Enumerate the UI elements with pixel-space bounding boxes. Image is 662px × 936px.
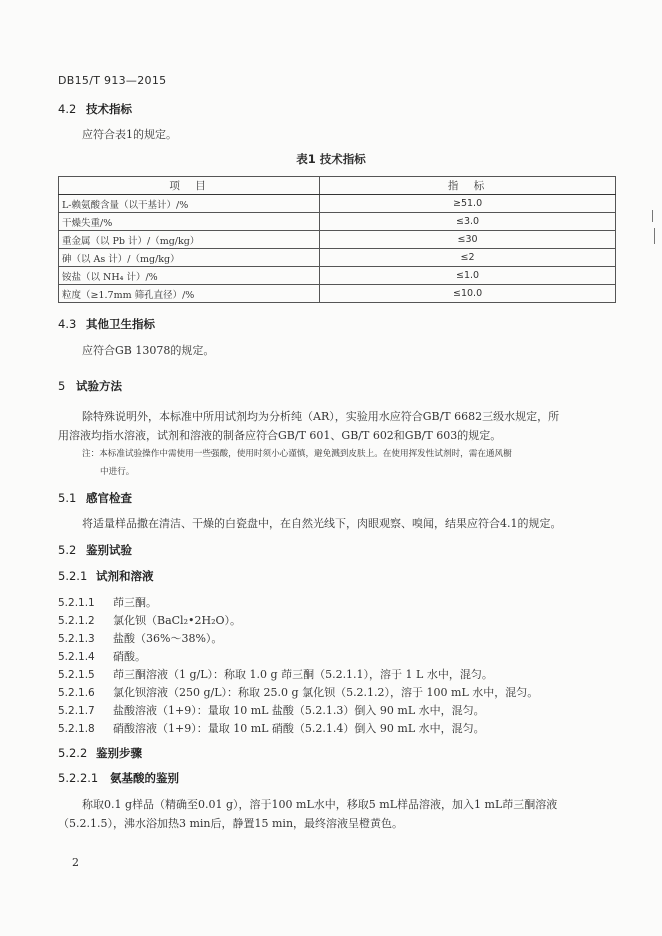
section-5-heading xyxy=(58,378,122,394)
table-row xyxy=(59,267,616,285)
list-item xyxy=(58,702,485,718)
item-number: 5.2.1.4 xyxy=(58,651,95,663)
item-text: 氯化钡（BaCl₂•2H₂O）。 xyxy=(113,614,241,627)
row-item: L-赖氨酸含量（以干基计）/% xyxy=(59,195,320,213)
section-number: 5.2.2.1 xyxy=(58,771,99,785)
section-number: 4.3 xyxy=(58,317,77,331)
item-number: 5.2.1.2 xyxy=(58,615,95,627)
list-item xyxy=(58,720,485,736)
section-4-2-text: 应符合表1的规定。 xyxy=(82,128,177,141)
row-item: 砷（以 As 计）/（mg/kg） xyxy=(59,249,320,267)
row-value: ≥51.0 xyxy=(320,195,616,213)
table-header-row xyxy=(59,177,616,195)
table-caption: 表1 技术指标 xyxy=(296,152,366,166)
table-row xyxy=(59,213,616,231)
table-row xyxy=(59,249,616,267)
section-title: 感官检查 xyxy=(86,491,132,505)
list-item xyxy=(58,684,538,700)
table-row xyxy=(59,195,616,213)
section-number: 5.1 xyxy=(58,491,77,505)
document-code: DB15/T 913—2015 xyxy=(58,74,167,87)
section-5-note-line-1: 注：本标准试验操作中需使用一些强酸，使用时须小心谨慎，避免溅到皮肤上。在使用挥发性试剂时，需在通风橱 xyxy=(82,449,512,459)
section-5-para-line-2: 用溶液均指水溶液，试剂和溶液的制备应符合GB/T 601、GB/T 602和GB/T 603的规定。 xyxy=(58,429,502,442)
row-item: 干燥失重/% xyxy=(59,213,320,231)
section-5-2-2-1-heading xyxy=(58,770,179,786)
section-5-2-2-1-line-2: （5.2.1.5），沸水浴加热3 min后，静置15 min，最终溶液呈橙黄色。 xyxy=(58,817,404,830)
item-text: 盐酸（36%～38%）。 xyxy=(113,632,223,645)
section-title: 试剂和溶液 xyxy=(96,569,154,583)
section-title: 其他卫生指标 xyxy=(86,317,155,331)
section-number: 5.2.1 xyxy=(58,569,88,583)
item-number: 5.2.1.3 xyxy=(58,633,95,645)
table-row xyxy=(59,231,616,249)
section-title: 鉴别步骤 xyxy=(96,746,142,760)
section-4-2-heading xyxy=(58,101,132,117)
section-5-1-text: 将适量样品撒在清洁、干燥的白瓷盘中，在自然光线下，肉眼观察、嗅闻，结果应符合4.1的规定。 xyxy=(82,517,562,530)
table-row xyxy=(59,285,616,303)
row-item: 重金属（以 Pb 计）/（mg/kg） xyxy=(59,231,320,249)
item-text: 盐酸溶液（1+9）：量取 10 mL 盐酸（5.2.1.3）倒入 90 mL 水中，混匀。 xyxy=(113,704,485,717)
item-text: 茚三酮溶液（1 g/L）：称取 1.0 g 茚三酮（5.2.1.1），溶于 1 L 水中，混匀。 xyxy=(113,668,493,681)
section-5-note-line-2: 中进行。 xyxy=(100,467,135,477)
list-item xyxy=(58,612,241,628)
section-number: 5 xyxy=(58,379,66,393)
row-value: ≤30 xyxy=(320,231,616,249)
section-number: 5.2.2 xyxy=(58,746,88,760)
spec-table xyxy=(58,176,616,303)
item-text: 硝酸溶液（1+9）：量取 10 mL 硝酸（5.2.1.4）倒入 90 mL 水中，混匀。 xyxy=(113,722,485,735)
list-item xyxy=(58,594,157,610)
section-4-3-heading xyxy=(58,316,155,332)
scan-mark xyxy=(654,228,655,244)
section-title: 鉴别试验 xyxy=(86,543,132,557)
list-item xyxy=(58,630,222,646)
header-value: 指 标 xyxy=(320,177,616,195)
header-item: 项 目 xyxy=(59,177,320,195)
item-text: 硝酸。 xyxy=(113,650,146,663)
item-number: 5.2.1.1 xyxy=(58,597,95,609)
section-title: 技术指标 xyxy=(86,102,132,116)
section-5-2-heading xyxy=(58,542,132,558)
section-5-para-line-1: 除特殊说明外，本标准中所用试剂均为分析纯（AR），实验用水应符合GB/T 6682三级水规定，所 xyxy=(82,410,560,423)
list-item xyxy=(58,648,146,664)
scan-mark xyxy=(652,210,653,222)
item-number: 5.2.1.7 xyxy=(58,705,95,717)
row-item: 铵盐（以 NH₄ 计）/% xyxy=(59,267,320,285)
section-5-1-heading xyxy=(58,490,132,506)
row-value: ≤2 xyxy=(320,249,616,267)
row-value: ≤10.0 xyxy=(320,285,616,303)
row-value: ≤3.0 xyxy=(320,213,616,231)
page-number: 2 xyxy=(72,856,79,869)
section-5-2-2-1-line-1: 称取0.1 g样品（精确至0.01 g），溶于100 mL水中，移取5 mL样品溶液，加入1 mL茚三酮溶液 xyxy=(82,798,558,811)
item-text: 茚三酮。 xyxy=(113,596,157,609)
item-number: 5.2.1.6 xyxy=(58,687,95,699)
section-4-3-text: 应符合GB 13078的规定。 xyxy=(82,344,215,357)
section-title: 氨基酸的鉴别 xyxy=(110,771,179,785)
section-title: 试验方法 xyxy=(76,379,122,393)
section-5-2-1-heading xyxy=(58,568,154,584)
section-number: 5.2 xyxy=(58,543,77,557)
section-number: 4.2 xyxy=(58,102,77,116)
section-5-2-2-heading xyxy=(58,745,142,761)
item-number: 5.2.1.5 xyxy=(58,669,95,681)
row-value: ≤1.0 xyxy=(320,267,616,285)
item-text: 氯化钡溶液（250 g/L）：称取 25.0 g 氯化钡（5.2.1.2），溶于 100 mL 水中，混匀。 xyxy=(113,686,539,699)
list-item xyxy=(58,666,493,682)
row-item: 粒度（≥1.7mm 筛孔直径）/% xyxy=(59,285,320,303)
item-number: 5.2.1.8 xyxy=(58,723,95,735)
